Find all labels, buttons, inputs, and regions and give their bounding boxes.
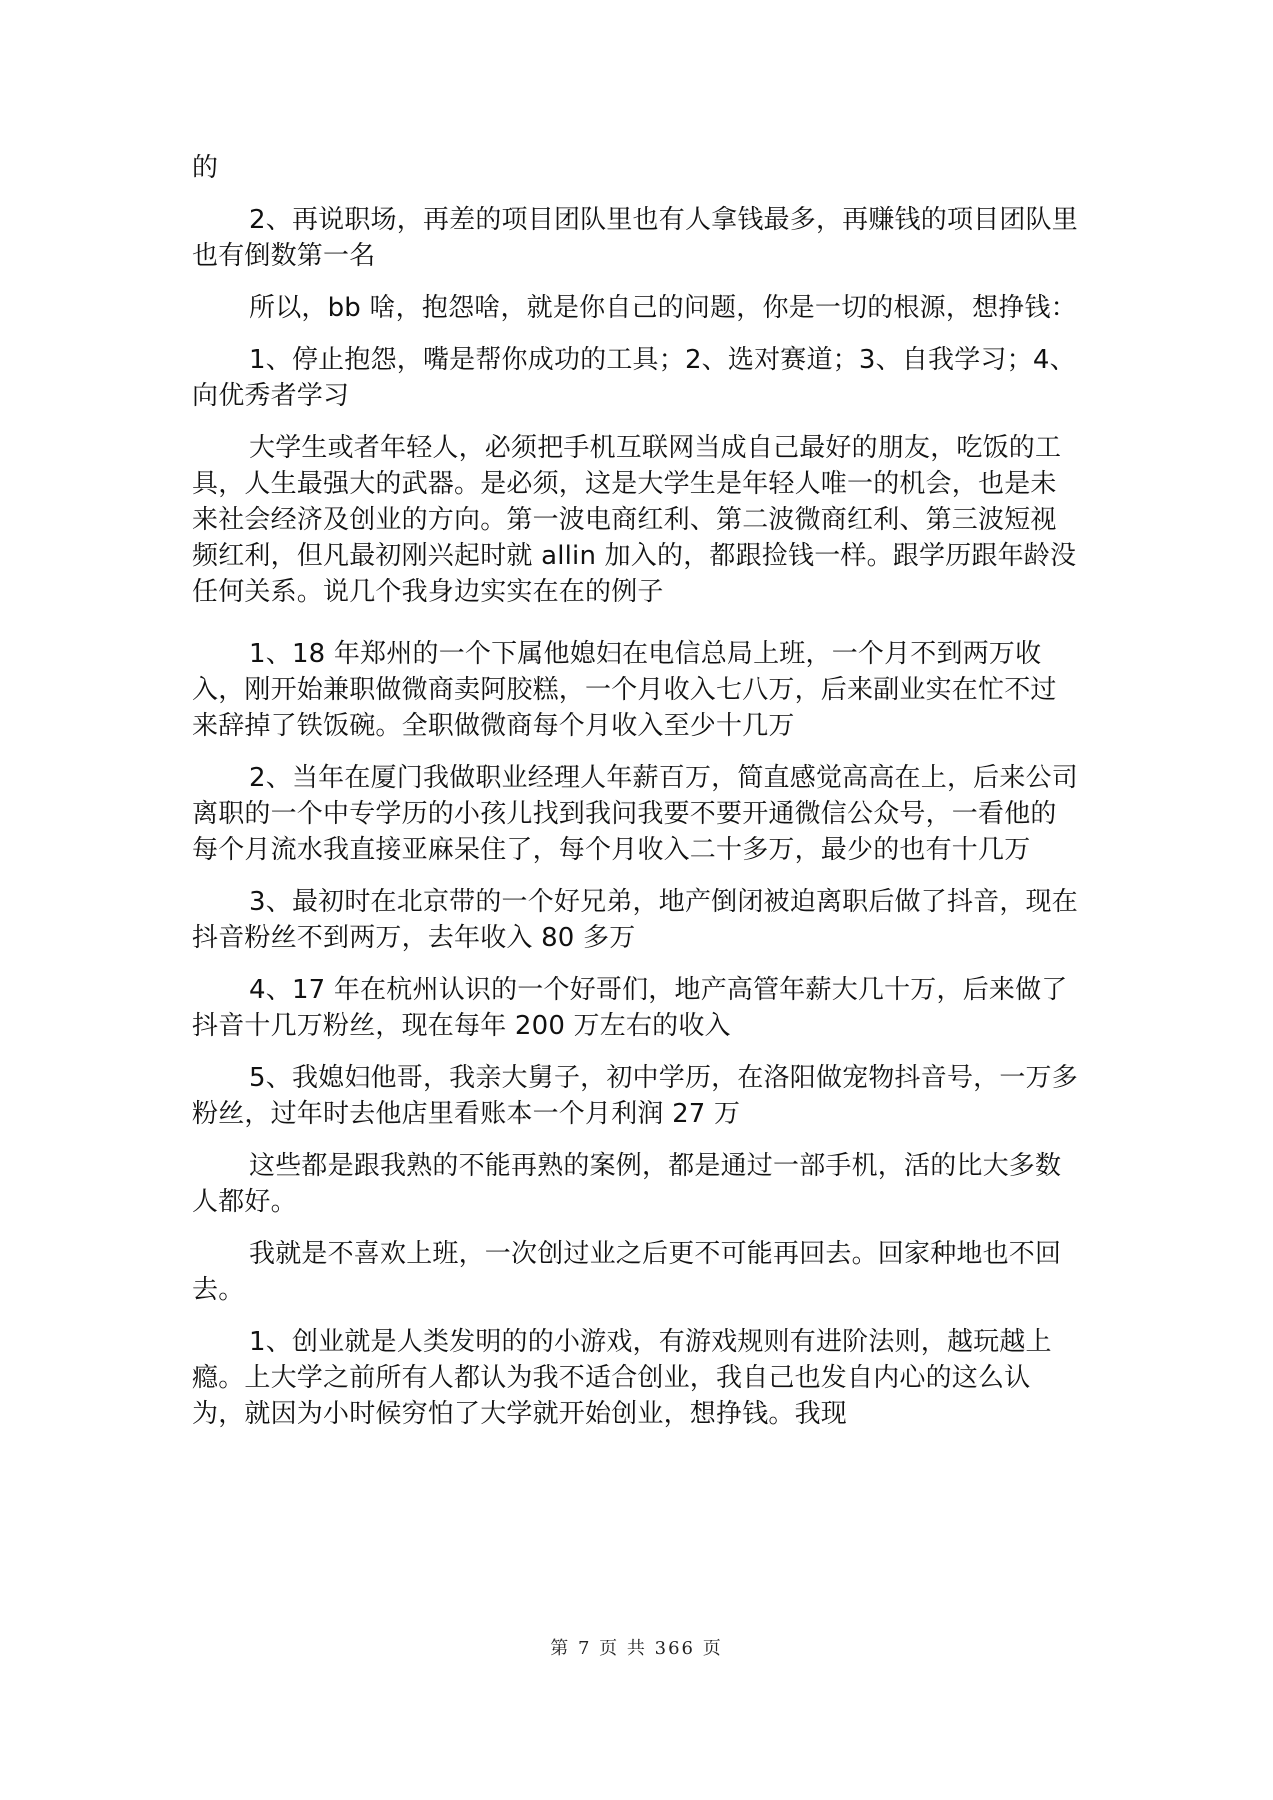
paragraph: 1、18 年郑州的一个下属他媳妇在电信总局上班，一个月不到两万收入，刚开始兼职做微商卖阿胶糕，一个月收入七八万，后来副业实在忙不过来辞掉了铁饭碗。全职做微商每个月收入至少十几万: [192, 639, 1057, 741]
paragraph: 大学生或者年轻人，必须把手机互联网当成自己最好的朋友，吃饭的工具，人生最强大的武器。是必须，这是大学生是年轻人唯一的机会，也是未来社会经济及创业的方向。第一波电商红利、第二波微商红利、第三波短视频红利，但凡最初刚兴起时就 allin 加入的，都跟捡钱一样。跟学历跟年龄没任何关系。说几个我身边实实在在的例子: [192, 433, 1077, 607]
paragraph: 1、停止抱怨，嘴是帮你成功的工具；2、选对赛道；3、自我学习；4、向优秀者学习: [192, 345, 1076, 411]
paragraph: 1、创业就是人类发明的的小游戏，有游戏规则有进阶法则，越玩越上瘾。上大学之前所有人都认为我不适合创业，我自己也发自内心的这么认为，就因为小时候穷怕了大学就开始创业，想挣钱。我现: [192, 1327, 1052, 1429]
paragraph: 这些都是跟我熟的不能再熟的案例，都是通过一部手机，活的比大多数人都好。: [192, 1151, 1062, 1217]
paragraph: 我就是不喜欢上班，一次创过业之后更不可能再回去。回家种地也不回去。: [192, 1239, 1062, 1305]
page-number-footer: 第 7 页 共 366 页: [550, 1638, 723, 1659]
paragraph: 2、再说职场，再差的项目团队里也有人拿钱最多，再赚钱的项目团队里也有倒数第一名: [192, 205, 1078, 271]
paragraph: 所以，bb 啥，抱怨啥，就是你自己的问题，你是一切的根源，想挣钱：: [249, 293, 1077, 323]
paragraph: 5、我媳妇他哥，我亲大舅子，初中学历，在洛阳做宠物抖音号，一万多粉丝，过年时去他店里看账本一个月利润 27 万: [192, 1063, 1078, 1129]
paragraph: 3、最初时在北京带的一个好兄弟，地产倒闭被迫离职后做了抖音，现在抖音粉丝不到两万，去年收入 80 多万: [192, 887, 1078, 953]
paragraph-continuation: 的: [192, 153, 219, 183]
document-body: [192, 150, 1080, 1448]
paragraph: 2、当年在厦门我做职业经理人年薪百万，简直感觉高高在上，后来公司离职的一个中专学历的小孩儿找到我问我要不要开通微信公众号，一看他的每个月流水我直接亚麻呆住了，每个月收入二十多万，最少的也有十几万: [192, 763, 1078, 865]
paragraph: 4、17 年在杭州认识的一个好哥们，地产高管年薪大几十万，后来做了抖音十几万粉丝，现在每年 200 万左右的收入: [192, 975, 1068, 1041]
